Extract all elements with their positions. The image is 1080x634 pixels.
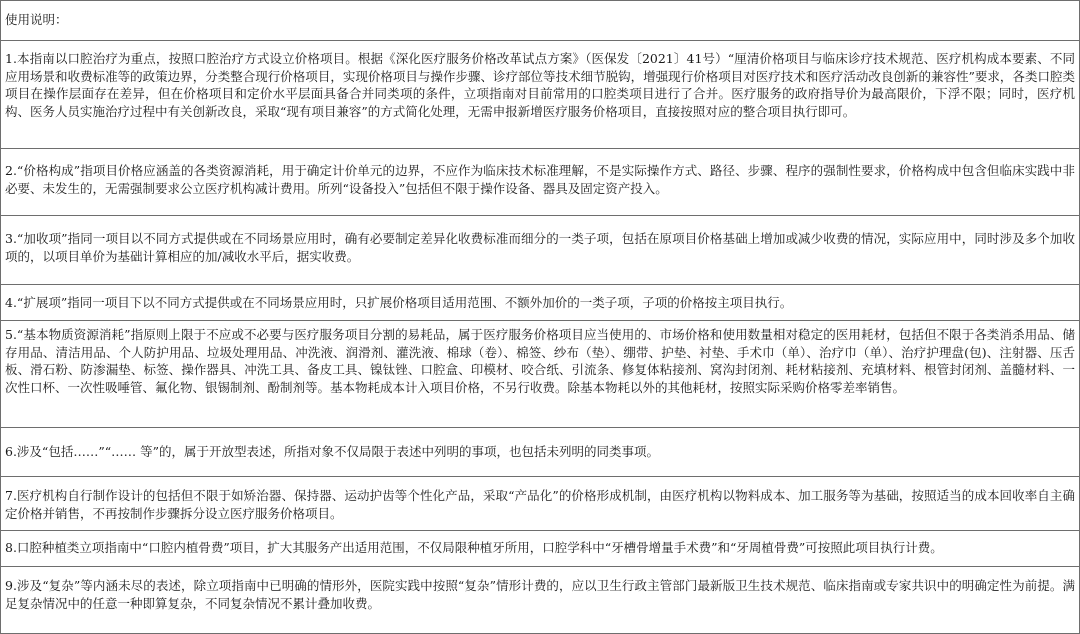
table-header-title: 使用说明： bbox=[5, 12, 68, 27]
instruction-item-9 bbox=[1, 567, 1079, 633]
instruction-item-8 bbox=[1, 531, 1079, 567]
instruction-item-2 bbox=[1, 149, 1079, 216]
instruction-item-7 bbox=[1, 477, 1079, 531]
instruction-item-4 bbox=[1, 285, 1079, 321]
instruction-text: 6.涉及“包括……”“…… 等”的，属于开放型表述，所指对象不仅局限于表述中列明的事项，也包括未列明的同类事项。 bbox=[5, 444, 659, 459]
instruction-text: 3.“加收项”指同一项目以不同方式提供或在不同场景应用时，确有必要制定差异化收费标准而细分的一类子项，包括在原项目价格基础上增加或减少收费的情况，实际应用中，同时涉及多个加收项的，以项目单价为基础计算相应的加/减收水平后，据实收费。 bbox=[5, 231, 1075, 264]
table-header-row bbox=[1, 1, 1079, 41]
instruction-item-5 bbox=[1, 321, 1079, 428]
instruction-item-1 bbox=[1, 41, 1079, 149]
instruction-text: 9.涉及“复杂”等内涵未尽的表述，除立项指南中已明确的情形外，医院实践中按照“复杂”情形计费的，应以卫生行政主管部门最新版卫生技术规范、临床指南或专家共识中的明确定性为前提。满足复杂情况中的任意一种即算复杂，不同复杂情况不累计叠加收费。 bbox=[5, 578, 1075, 611]
instruction-item-3 bbox=[1, 216, 1079, 285]
instruction-text: 7.医疗机构自行制作设计的包括但不限于如矫治器、保持器、运动护齿等个性化产品，采取“产品化”的价格形成机制，由医疗机构以物料成本、加工服务等为基础，按照适当的成本回收率自主确定价格并销售，不再按制作步骤拆分设立医疗服务价格项目。 bbox=[5, 488, 1075, 521]
instruction-text: 2.“价格构成”指项目价格应涵盖的各类资源消耗，用于确定计价单元的边界，不应作为临床技术标准理解，不是实际操作方式、路径、步骤、程序的强制性要求，价格构成中包含但临床实践中非必要、未发生的，无需强制要求公立医疗机构减计费用。所列“设备投入”包括但不限于操作设备、器具及固定资产投入。 bbox=[5, 163, 1075, 196]
instruction-item-6 bbox=[1, 428, 1079, 477]
instruction-text: 8.口腔种植类立项指南中“口腔内植骨费”项目，扩大其服务产出适用范围，不仅局限种植牙所用，口腔学科中“牙槽骨增量手术费”和“牙周植骨费”可按照此项目执行计费。 bbox=[5, 540, 943, 555]
instruction-text: 5.“基本物质资源消耗”指原则上限于不应或不必要与医疗服务项目分割的易耗品，属于医疗服务价格项目应当使用的、市场价格和使用数量相对稳定的医用耗材，包括但不限于各类消杀用品、储存用品、清洁用品、个人防护用品、垃圾处理用品、冲洗液、润滑剂、灌洗液、棉球（卷）、棉签、纱布（垫）、绷带、护垫、衬垫、手术巾（单）、治疗巾（单）、治疗护理盘(包)、注射器、压舌板、滑石粉、防渗漏垫、标签、操作器具、冲洗工具、备皮工具、镍钛锉、口腔盒、印模材、咬合纸、引流条、修复体粘接剂、窝沟封闭剂、耗材粘接剂、充填材料、根管封闭剂、盖髓材料、一次性口杯、一次性吸唾管、氟化物、银锡制剂、酚制剂等。基本物耗成本计入项目价格，不另行收费。除基本物耗以外的其他耗材，按照实际采购价格零差率销售。 bbox=[5, 327, 1075, 395]
instruction-text: 4.“扩展项”指同一项目下以不同方式提供或在不同场景应用时，只扩展价格项目适用范围、不额外加价的一类子项，子项的价格按主项目执行。 bbox=[5, 295, 793, 310]
instruction-text: 1.本指南以口腔治疗为重点，按照口腔治疗方式设立价格项目。根据《深化医疗服务价格改革试点方案》（医保发〔2021〕41号）“厘清价格项目与临床诊疗技术规范、医疗机构成本要素、不同应用场景和收费标准等的政策边界，分类整合现行价格项目，实现价格项目与操作步骤、诊疗部位等技术细节脱钩，增强现行价格项目对医疗技术和医疗活动改良创新的兼容性”要求，各类口腔类项目在操作层面存在差异，但在价格项目和定价水平层面具备合并同类项的条件，立项指南对目前常用的口腔类项目进行了合并。医疗服务的政府指导价为最高限价，下浮不限；同时，医疗机构、医务人员实施治疗过程中有关创新改良，采取“现有项目兼容”的方式简化处理，无需申报新增医疗服务价格项目，直接按照对应的整合项目执行即可。 bbox=[5, 51, 1075, 119]
